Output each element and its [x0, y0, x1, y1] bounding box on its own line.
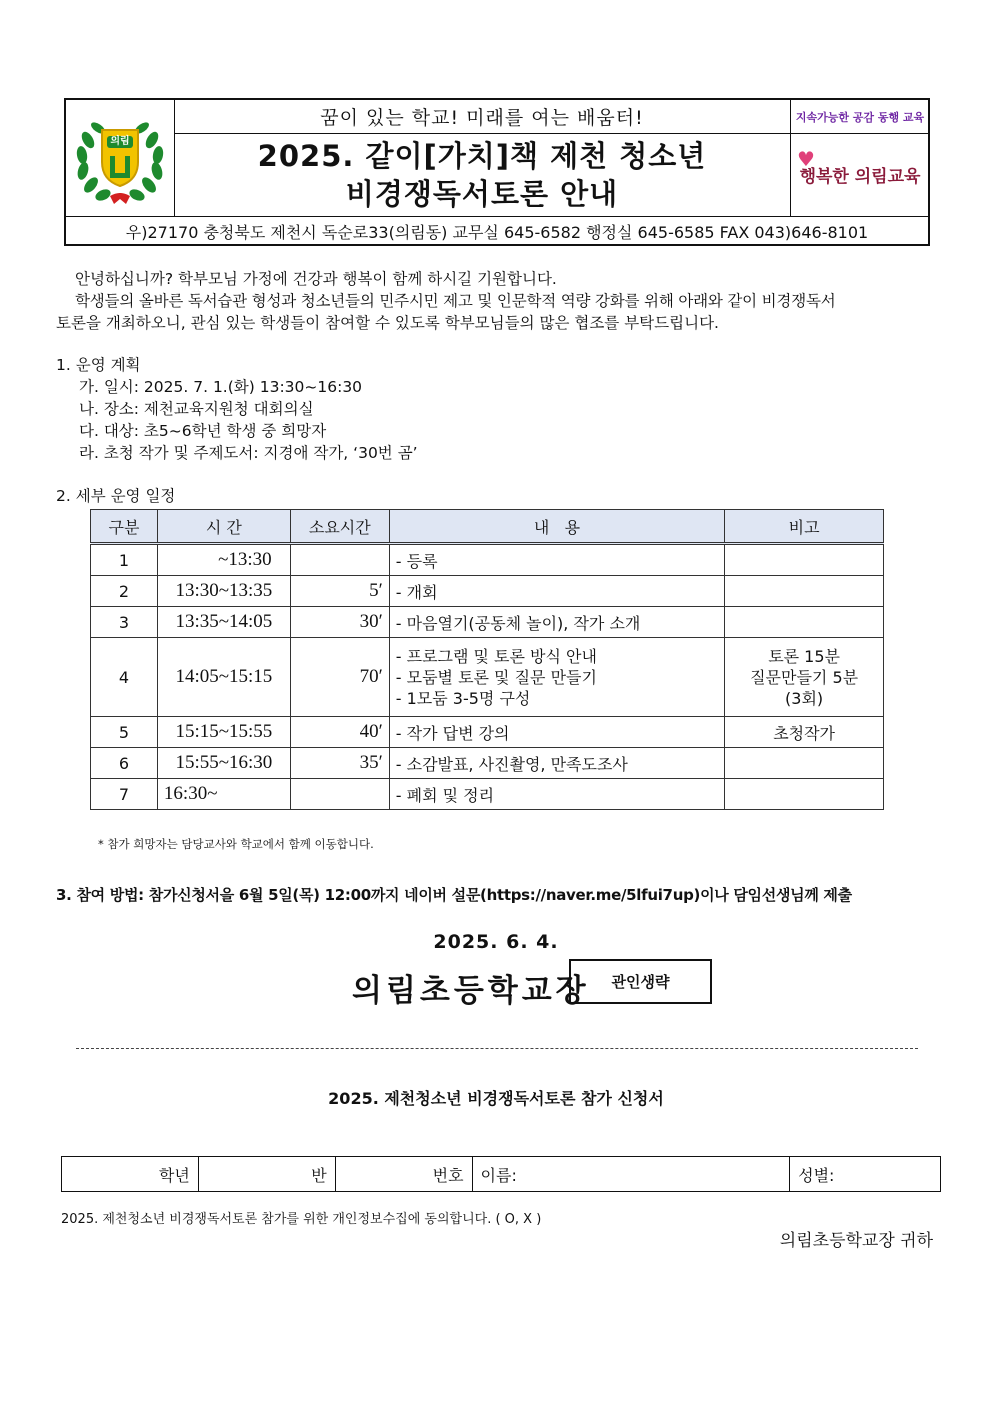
title-line-1: 2025. 같이[가치]책 제천 청소년 — [257, 138, 707, 173]
content-line: - 프로그램 및 토론 방식 안내 — [395, 646, 597, 666]
number-field[interactable]: 번호 — [335, 1157, 472, 1192]
table-row — [91, 748, 884, 779]
row-time: 13:30~13:35 — [157, 576, 290, 607]
brand-slogan-text: 지속가능한 공감 동행 교육 — [795, 110, 925, 124]
content-line: - 1모둠 3-5명 구성 — [395, 688, 531, 708]
stamp-box: 관인생략 — [569, 959, 712, 1004]
intro-line-3: 토론을 개최하오니, 관심 있는 학생들이 참여할 수 있도록 학부모님들의 많은 협조를 부탁드립니다. — [56, 314, 719, 332]
plan-item-author: 라. 초청 작가 및 주제도서: 지경애 작가, ‘30번 곰’ — [79, 444, 418, 462]
logo-text: 의림 — [110, 136, 130, 147]
table-row — [91, 638, 884, 717]
row-content: - 마음열기(공동체 놀이), 작가 소개 — [389, 607, 724, 638]
row-content: - 폐회 및 정리 — [389, 779, 724, 810]
plan-item-date: 가. 일시: 2025. 7. 1.(화) 13:30~16:30 — [79, 378, 363, 396]
row-no: 7 — [91, 779, 158, 810]
row-duration — [290, 544, 389, 576]
page-title — [174, 133, 790, 216]
row-no: 3 — [91, 607, 158, 638]
row-content: - 개회 — [389, 576, 724, 607]
row-duration: 70′ — [290, 638, 389, 717]
row-content: - 소감발표, 사진촬영, 만족도조사 — [389, 748, 724, 779]
row-duration: 30′ — [290, 607, 389, 638]
school-address: 우)27170 충청북도 제천시 독순로33(의림동) 교무실 645-6582 행정실 645-6585 FAX 043)646-8101 — [66, 216, 928, 245]
brand-bottom-text: 행복한 의림교육 — [799, 167, 921, 187]
schedule-footnote: * 참가 희망자는 담당교사와 학교에서 함께 이동합니다. — [98, 837, 374, 851]
brand-slogan-logo — [791, 100, 929, 134]
row-note — [725, 607, 884, 638]
schedule-table — [90, 509, 884, 810]
participation-method: 3. 참여 방법: 참가신청서을 6월 5일(목) 12:00까지 네이버 설문(https://naver.me/5lfui7up)이나 담임선생님께 제출 — [56, 886, 852, 904]
row-note — [725, 544, 884, 576]
section-1-heading: 1. 운영 계획 — [56, 356, 141, 374]
form-addressee: 의림초등학교장 귀하 — [779, 1231, 933, 1251]
row-duration: 35′ — [290, 748, 389, 779]
note-line: (3회) — [785, 688, 824, 708]
row-no: 6 — [91, 748, 158, 779]
row-duration: 5′ — [290, 576, 389, 607]
row-no: 5 — [91, 717, 158, 748]
table-row — [91, 576, 884, 607]
schedule-header-row — [91, 510, 884, 544]
col-header-content: 내 용 — [389, 510, 724, 544]
row-note: 초청작가 — [725, 717, 884, 748]
table-row — [91, 607, 884, 638]
row-time: ~13:30 — [157, 544, 290, 576]
happy-education-logo — [791, 133, 929, 216]
row-content: - 등록 — [389, 544, 724, 576]
section-2-heading: 2. 세부 운영 일정 — [56, 487, 176, 505]
form-title: 2025. 제천청소년 비경쟁독서토론 참가 신청서 — [328, 1089, 664, 1108]
row-note — [725, 779, 884, 810]
row-time: 16:30~ — [157, 779, 290, 810]
row-time: 14:05~15:15 — [157, 638, 290, 717]
cut-line — [76, 1048, 918, 1049]
row-no: 2 — [91, 576, 158, 607]
row-note — [725, 576, 884, 607]
content-line: - 모둠별 토론 및 질문 만들기 — [395, 667, 597, 687]
col-header-duration: 소요시간 — [290, 510, 389, 544]
principal-name: 의림초등학교장 — [352, 973, 590, 1009]
row-note — [725, 748, 884, 779]
plan-item-target: 다. 대상: 초5~6학년 학생 중 희망자 — [79, 422, 327, 440]
application-form-table — [61, 1156, 941, 1192]
row-content — [389, 638, 724, 717]
col-header-time: 시 간 — [157, 510, 290, 544]
table-row — [91, 779, 884, 810]
intro-line-2: 학생들의 올바른 독서습관 형성과 청소년들의 민주시민 제고 및 인문학적 역량 강화를 위해 아래와 같이 비경쟁독서 — [75, 292, 836, 310]
table-row — [91, 717, 884, 748]
document-header — [64, 98, 930, 246]
intro-line-1: 안녕하십니까? 학부모님 가정에 건강과 행복이 함께 하시길 기원합니다. — [75, 270, 557, 288]
table-row — [91, 544, 884, 576]
row-time: 13:35~14:05 — [157, 607, 290, 638]
row-content: - 작가 답변 강의 — [389, 717, 724, 748]
privacy-consent: 2025. 제천청소년 비경쟁독서토론 참가를 위한 개인정보수집에 동의합니다. ( O, X ) — [61, 1212, 542, 1227]
education-brand — [790, 100, 929, 216]
school-logo — [66, 100, 175, 216]
name-field[interactable]: 이름: — [472, 1157, 790, 1192]
note-line: 토론 15분 — [768, 646, 841, 666]
col-header-no: 구분 — [91, 510, 158, 544]
school-slogan: 꿈이 있는 학교! 미래를 여는 배움터! — [174, 100, 790, 134]
col-header-note: 비고 — [725, 510, 884, 544]
row-no: 4 — [91, 638, 158, 717]
row-note — [725, 638, 884, 717]
school-emblem-icon — [66, 100, 174, 216]
row-time: 15:15~15:55 — [157, 717, 290, 748]
class-field[interactable]: 반 — [198, 1157, 335, 1192]
form-row — [62, 1157, 941, 1192]
heart-icon: ♥ — [797, 147, 815, 171]
notice-date: 2025. 6. 4. — [433, 931, 559, 953]
row-no: 1 — [91, 544, 158, 576]
title-line-2: 비경쟁독서토론 안내 — [345, 176, 619, 211]
grade-field[interactable]: 학년 — [62, 1157, 199, 1192]
row-duration — [290, 779, 389, 810]
note-line: 질문만들기 5분 — [750, 667, 859, 687]
plan-item-place: 나. 장소: 제천교육지원청 대회의실 — [79, 400, 314, 418]
row-time: 15:55~16:30 — [157, 748, 290, 779]
gender-field[interactable]: 성별: — [790, 1157, 941, 1192]
row-duration: 40′ — [290, 717, 389, 748]
